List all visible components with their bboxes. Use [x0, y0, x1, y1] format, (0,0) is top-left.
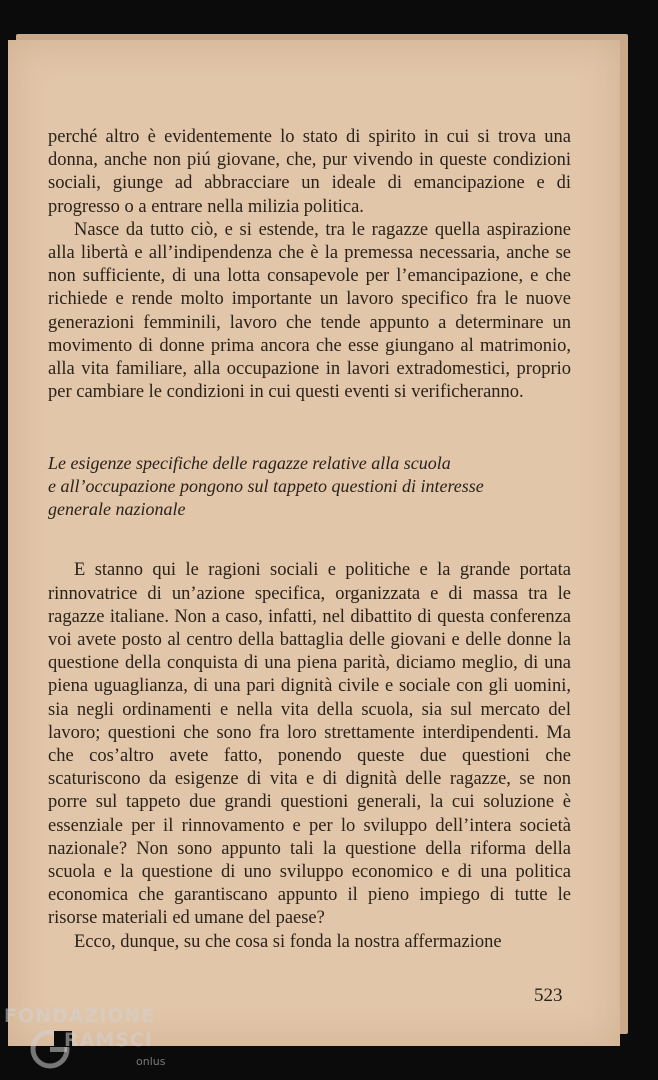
section-heading	[48, 452, 571, 521]
watermark-line-2: RAMSCI	[64, 1029, 153, 1051]
body-text	[48, 126, 571, 954]
paragraph-4: Ecco, dunque, su che cosa si fonda la nostra affermazione	[74, 931, 502, 952]
heading-line-1: Le esigenze specifiche delle ragazze relative alla scuola	[48, 453, 451, 474]
paragraph-2: Nasce da tutto ciò, e si estende, tra le ragazze quella aspirazione alla libertà e all’indipendenza che è la premessa necessaria, anche se non sufficiente, di una lotta consapevole per l’emancipazione, e che richiede e rende molto importante un lavoro specifico fra le nuove generazioni femminili, lavoro che tende appunto a determinare un movimento di donne prima ancora che esse giungano al matrimonio, alla vita familiare, alla occupazione in lavori extradomestici, proprio per cambiare le condizioni in cui questi eventi si verificheranno.	[48, 219, 571, 403]
watermark-line-1: FONDAZIONE	[4, 1005, 156, 1027]
heading-line-3: generale nazionale	[48, 499, 186, 520]
page-number: 523	[534, 985, 563, 1006]
watermark-logo	[4, 1005, 174, 1075]
paragraph-1: perché altro è evidentemente lo stato di spirito in cui si trova una donna, anche non piú giovane, che, pur vivendo in queste condizioni sociali, giunge ad abbracciare un ideale di emancipazione e di progresso o a entrare nella milizia politica.	[48, 127, 571, 217]
book-page	[8, 40, 620, 1046]
heading-line-2: e all’occupazione pongono sul tappeto questioni di interesse	[48, 476, 484, 497]
paragraph-3: E stanno qui le ragioni sociali e politiche e la grande portata rinnovatrice di un’azione specifica, organizzata e di massa tra le ragazze italiane. Non a caso, infatti, nel dibattito di questa conferenza voi avete posto al centro della battaglia delle giovani e delle donne la questione della conquista di una piena parità, diciamo meglio, di una piena uguaglianza, di una pari dignità civile e sociale con gli uomini, sia negli ordinamenti e nella vita della scuola, sia sul mercato del lavoro; questioni che sono fra loro strettamente interdipendenti. Ma che cos’altro avete fatto, ponendo queste due questioni che scaturiscono da esigenze di vita e di dignità delle ragazze, se non porre sul tappeto due grandi questioni generali, la cui soluzione è essenziale per il rinnovamento e per lo sviluppo dell’intera società nazionale? Non sono appunto tali la questione della riforma della scuola e la questione di uno sviluppo economico e di una politica economica che garantiscano appunto il pieno impiego di tutte le risorse materiali ed umane del paese?	[48, 560, 571, 929]
watermark-line-3: onlus	[136, 1055, 166, 1068]
